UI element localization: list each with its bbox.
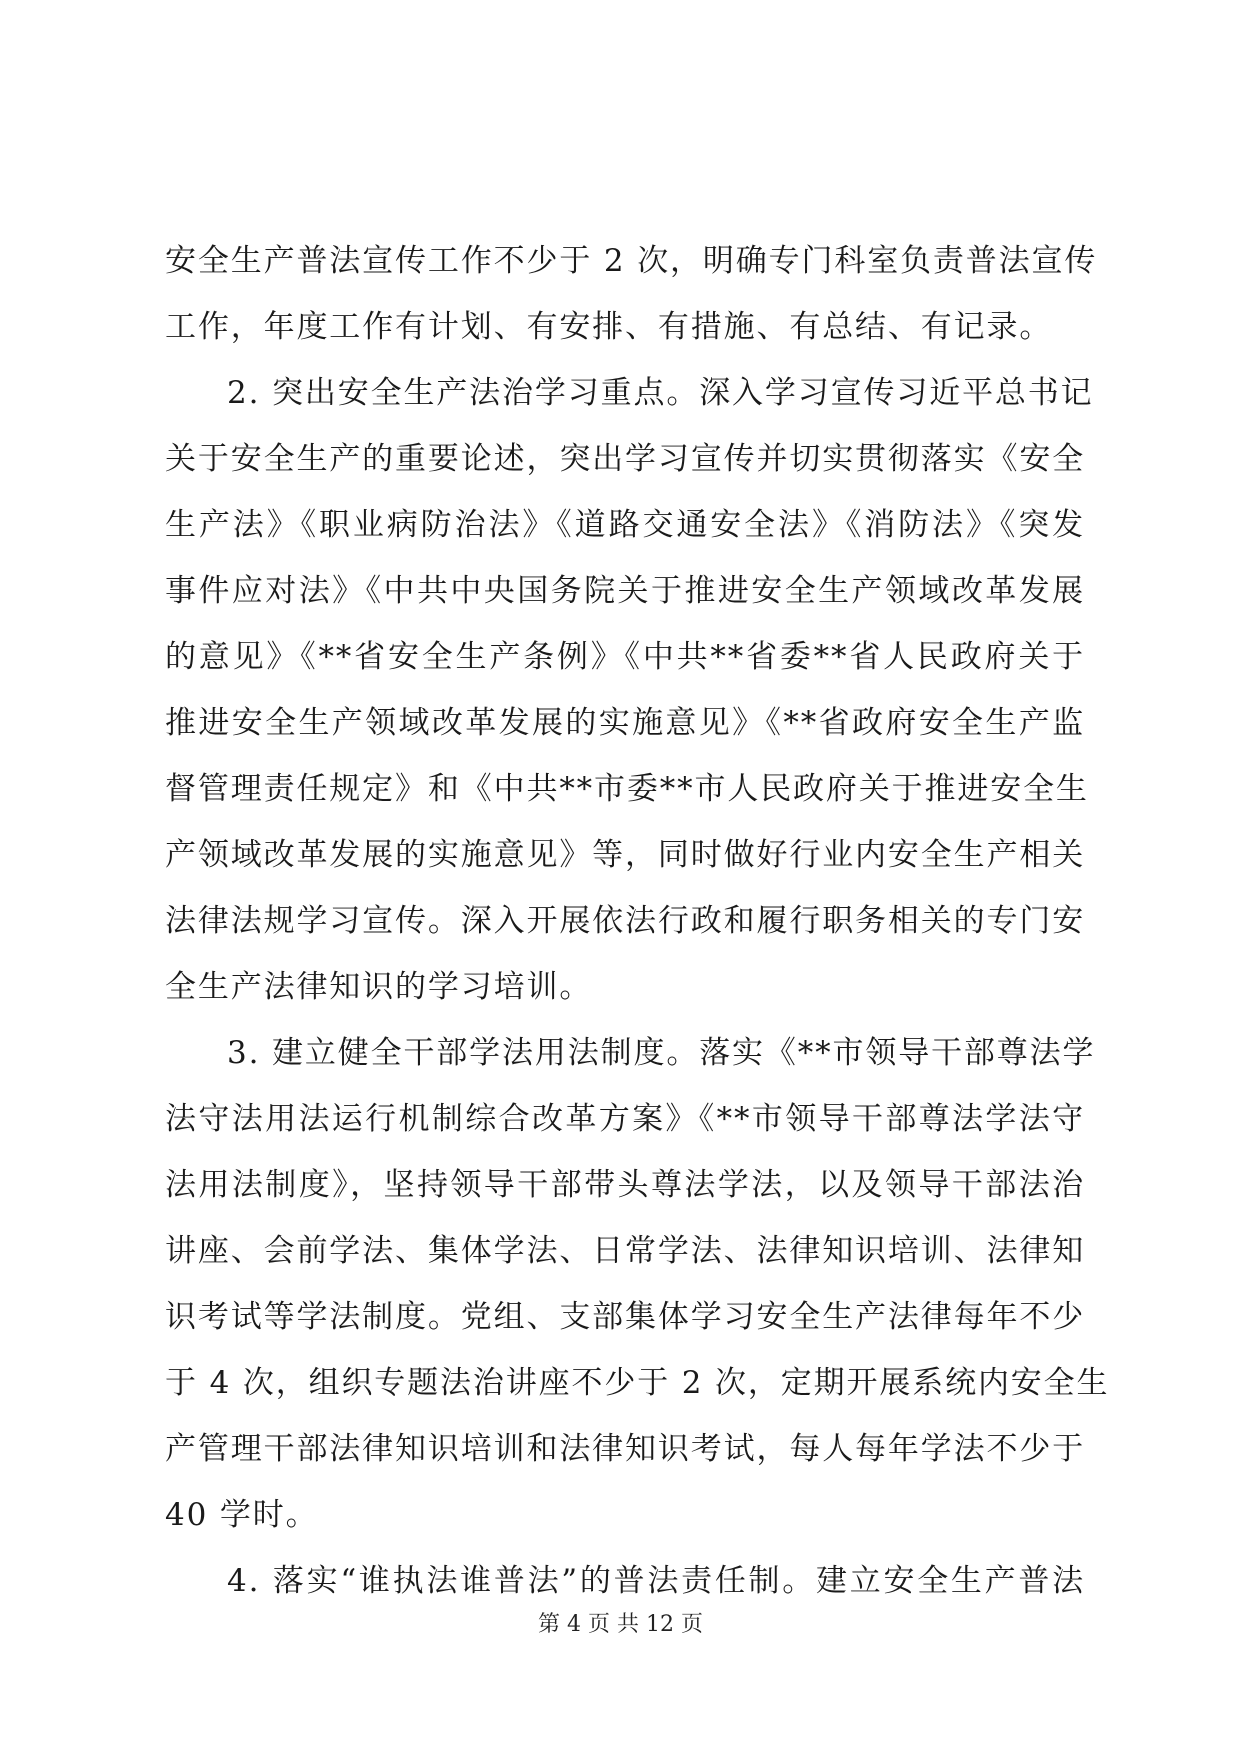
- page-number: 第 4 页 共 12 页: [538, 1612, 703, 1637]
- text-line: 生产法》《职业病防治法》《道路交通安全法》《消防法》《突发: [165, 507, 1085, 543]
- text-line: 的意见》《**省安全生产条例》《中共**省委**省人民政府关于: [165, 639, 1085, 675]
- document-body: [165, 228, 1110, 1614]
- text-line: 全生产法律知识的学习培训。: [165, 969, 593, 1005]
- text-line: 法律法规学习宣传。深入开展依法行政和履行职务相关的专门安: [165, 903, 1086, 939]
- text-line: 识考试等学法制度。党组、支部集体学习安全生产法律每年不少: [165, 1299, 1086, 1335]
- paragraph-heading-line: 2. 突出安全生产法治学习重点。深入学习宣传习近平总书记: [227, 375, 1094, 411]
- text-line: 法守法用法运行机制综合改革方案》《**市领导干部尊法学法守: [165, 1101, 1085, 1137]
- text-line: 产领域改革发展的实施意见》等，同时做好行业内安全生产相关: [165, 837, 1086, 873]
- text-line: 40 学时。: [165, 1497, 319, 1533]
- paragraph-heading-line: 3. 建立健全干部学法用法制度。落实《**市领导干部尊法学: [227, 1035, 1096, 1071]
- text-line: 法用法制度》，坚持领导干部带头尊法学法，以及领导干部法治: [165, 1167, 1085, 1203]
- text-line: 事件应对法》《中共中央国务院关于推进安全生产领域改革发展: [165, 573, 1085, 609]
- paragraph-heading-line: 4. 落实“谁执法谁普法”的普法责任制。建立安全生产普法: [227, 1563, 1085, 1599]
- text-line: 工作，年度工作有计划、有安排、有措施、有总结、有记录。: [165, 309, 1053, 345]
- text-line: 于 4 次，组织专题法治讲座不少于 2 次，定期开展系统内安全生: [165, 1365, 1110, 1401]
- text-line: 关于安全生产的重要论述，突出学习宣传并切实贯彻落实《安全: [165, 441, 1086, 477]
- text-line: 安全生产普法宣传工作不少于 2 次，明确专门科室负责普法宣传: [165, 243, 1098, 279]
- text-line: 督管理责任规定》和《中共**市委**市人民政府关于推进安全生: [165, 771, 1089, 807]
- text-line: 产管理干部法律知识培训和法律知识考试，每人每年学法不少于: [165, 1431, 1086, 1467]
- text-line: 推进安全生产领域改革发展的实施意见》《**省政府安全生产监: [165, 705, 1085, 741]
- text-line: 讲座、会前学法、集体学法、日常学法、法律知识培训、法律知: [165, 1233, 1086, 1269]
